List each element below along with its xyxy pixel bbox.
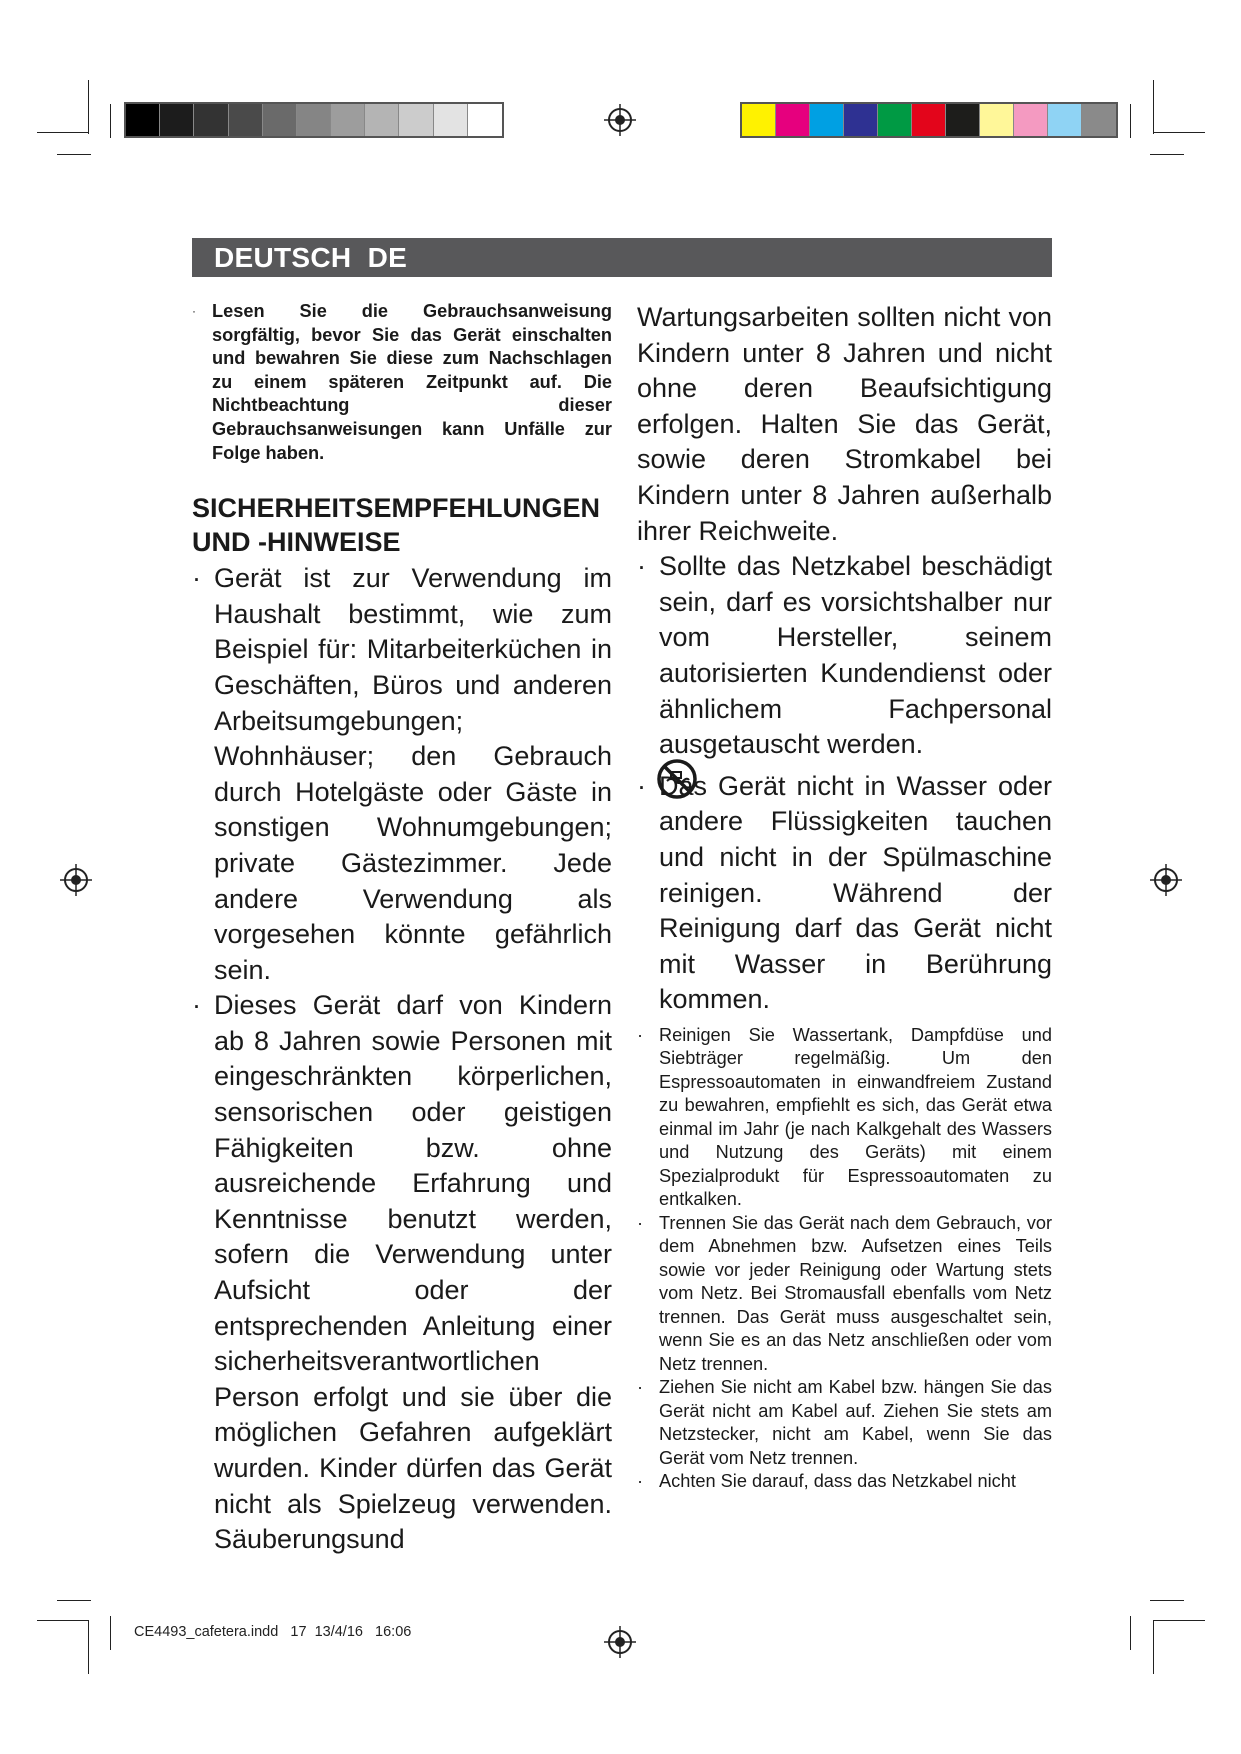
bullet-dot: · xyxy=(192,990,201,1021)
bullet-dot: · xyxy=(637,1024,644,1045)
gray-swatch xyxy=(229,104,263,136)
registration-mark-right-icon xyxy=(1150,864,1182,896)
list-item xyxy=(192,988,612,1558)
color-swatch xyxy=(1014,104,1048,136)
language-title: DEUTSCH DE xyxy=(214,242,408,273)
bullet-dot: · xyxy=(637,770,646,801)
list-item-text: Achten Sie darauf, dass das Netzkabel nicht xyxy=(659,1471,1016,1492)
list-item-text: Trennen Sie das Gerät nach dem Gebrauch, vor dem Abnehmen bzw. Aufsetzen eines Teils sowie vor jeder Reinigung oder Wartung stets vom Netz. Bei Stromausfall ebenfalls vom Netz trennen. Das Gerät muss ausgeschaltet sein, wenn Sie es an das Netz anschließen oder vom Netz trennen. xyxy=(659,1212,1052,1374)
list-item-text: Sollte das Netzkabel beschädigt sein, darf es vorsichtshalber nur vom Hersteller, seinem autorisierten Kundendienst oder ähnlichem Fachpersonal ausgetauscht werden. xyxy=(659,551,1052,760)
registration-mark-bottom-icon xyxy=(604,1626,636,1658)
color-swatch xyxy=(1048,104,1082,136)
list-item xyxy=(637,1376,1052,1470)
gray-swatch xyxy=(331,104,365,136)
process-color-bar xyxy=(740,102,1118,138)
grayscale-color-bar xyxy=(124,102,504,138)
color-swatch xyxy=(742,104,776,136)
section-heading: SICHERHEITSEMPFEHLUNGEN UND -HINWEISE xyxy=(192,493,601,558)
gray-swatch xyxy=(468,104,502,136)
section-header xyxy=(192,238,1052,277)
gray-swatch xyxy=(194,104,228,136)
list-item xyxy=(192,561,612,988)
list-item-text: Gerät ist zur Verwendung im Haushalt bestimmt, wie zum Beispiel für: Mitarbeiterküchen in Geschäften, Büros und anderen Arbeitsumgebungen; Wohnhäuser; den Gebrauch durch Hotelgäste oder Gäste in sonstigen Wohnumgebungen; private Gästezimmer. Jede andere Verwendung als vorgesehen könnte gefährlich sein. xyxy=(214,563,612,985)
gray-swatch xyxy=(399,104,433,136)
color-swatch xyxy=(946,104,980,136)
gray-swatch xyxy=(263,104,297,136)
bullet-dot: · xyxy=(637,1377,644,1398)
bullet-dot: · xyxy=(637,1471,644,1492)
gray-swatch xyxy=(126,104,160,136)
list-item-text: Das Gerät nicht in Wasser oder andere Flüssigkeiten tauchen und nicht in der Spülmaschine reinigen. Während der Reinigung darf das Gerät nicht mit Wasser in Berührung kommen. xyxy=(659,770,1052,1015)
gray-swatch xyxy=(297,104,331,136)
continued-paragraph: Wartungsarbeiten sollten nicht von Kindern unter 8 Jahren und nicht ohne deren Beaufsichtigung erfolgen. Halten Sie das Gerät, sowie deren Stromkabel bei Kindern unter 8 Jahren außerhalb ihrer Reichweite. xyxy=(637,302,1052,546)
gray-swatch xyxy=(365,104,399,136)
color-swatch xyxy=(776,104,810,136)
color-swatch xyxy=(912,104,946,136)
left-column xyxy=(192,300,612,1558)
color-swatch xyxy=(878,104,912,136)
list-item xyxy=(637,1024,1052,1212)
no-water-immersion-icon xyxy=(655,757,699,801)
list-item-text: Ziehen Sie nicht am Kabel bzw. hängen Sie das Gerät nicht am Kabel auf. Ziehen Sie stets am Netzstecker, nicht am Kabel, wenn Sie das Gerät vom Netz trennen. xyxy=(659,1377,1052,1468)
registration-mark-top-icon xyxy=(604,104,636,136)
color-swatch xyxy=(844,104,878,136)
list-item xyxy=(637,769,1052,1018)
intro-paragraph xyxy=(192,300,612,465)
gray-swatch xyxy=(160,104,194,136)
list-item-text: Dieses Gerät darf von Kindern ab 8 Jahren sowie Personen mit eingeschränkten körperlichen, sensorischen oder geistigen Fähigkeiten bzw. ohne ausreichende Erfahrung und Kenntnisse benutzt werden, sofern die Verwendung unter Aufsicht oder der entsprechenden Anleitung einer sicherheitsverantwortlichen Person erfolgt und sie über die möglichen Gefahren aufgeklärt wurden. Kinder dürfen das Gerät nicht als Spielzeug verwenden. Säuberungsund xyxy=(214,990,612,1555)
list-item-text: Reinigen Sie Wassertank, Dampfdüse und Siebträger regelmäßig. Um den Espressoautomaten in einwandfreiem Zustand zu bewahren, empfiehlt es sich, das Gerät etwa einmal im Jahr (je nach Kalkgehalt des Wassers und Nutzung des Geräts) mit einem Spezialprodukt für Espressoautomaten zu entkalken. xyxy=(659,1024,1052,1210)
right-column xyxy=(637,300,1052,1494)
bullet-dot: · xyxy=(192,563,201,594)
list-item xyxy=(637,549,1052,763)
color-swatch xyxy=(980,104,1014,136)
list-item xyxy=(637,1212,1052,1377)
bullet-dot: · xyxy=(637,551,646,582)
intro-text: Lesen Sie die Gebrauchsanweisung sorgfältig, bevor Sie das Gerät einschalten und bewahren Sie diese zum Nachschlagen zu einem späteren Zeitpunkt auf. Die Nichtbeachtung dieser Gebrauchsanweisungen kann Unfälle zur Folge haben. xyxy=(212,301,612,463)
color-swatch xyxy=(810,104,844,136)
gray-swatch xyxy=(434,104,468,136)
bullet-dot: · xyxy=(637,1212,644,1233)
list-item xyxy=(637,1470,1052,1494)
color-swatch xyxy=(1082,104,1116,136)
registration-mark-left-icon xyxy=(60,864,92,896)
bullet-dot: · xyxy=(192,304,196,318)
print-slug: CE4493_cafetera.indd 17 13/4/16 16:06 xyxy=(134,1624,412,1640)
